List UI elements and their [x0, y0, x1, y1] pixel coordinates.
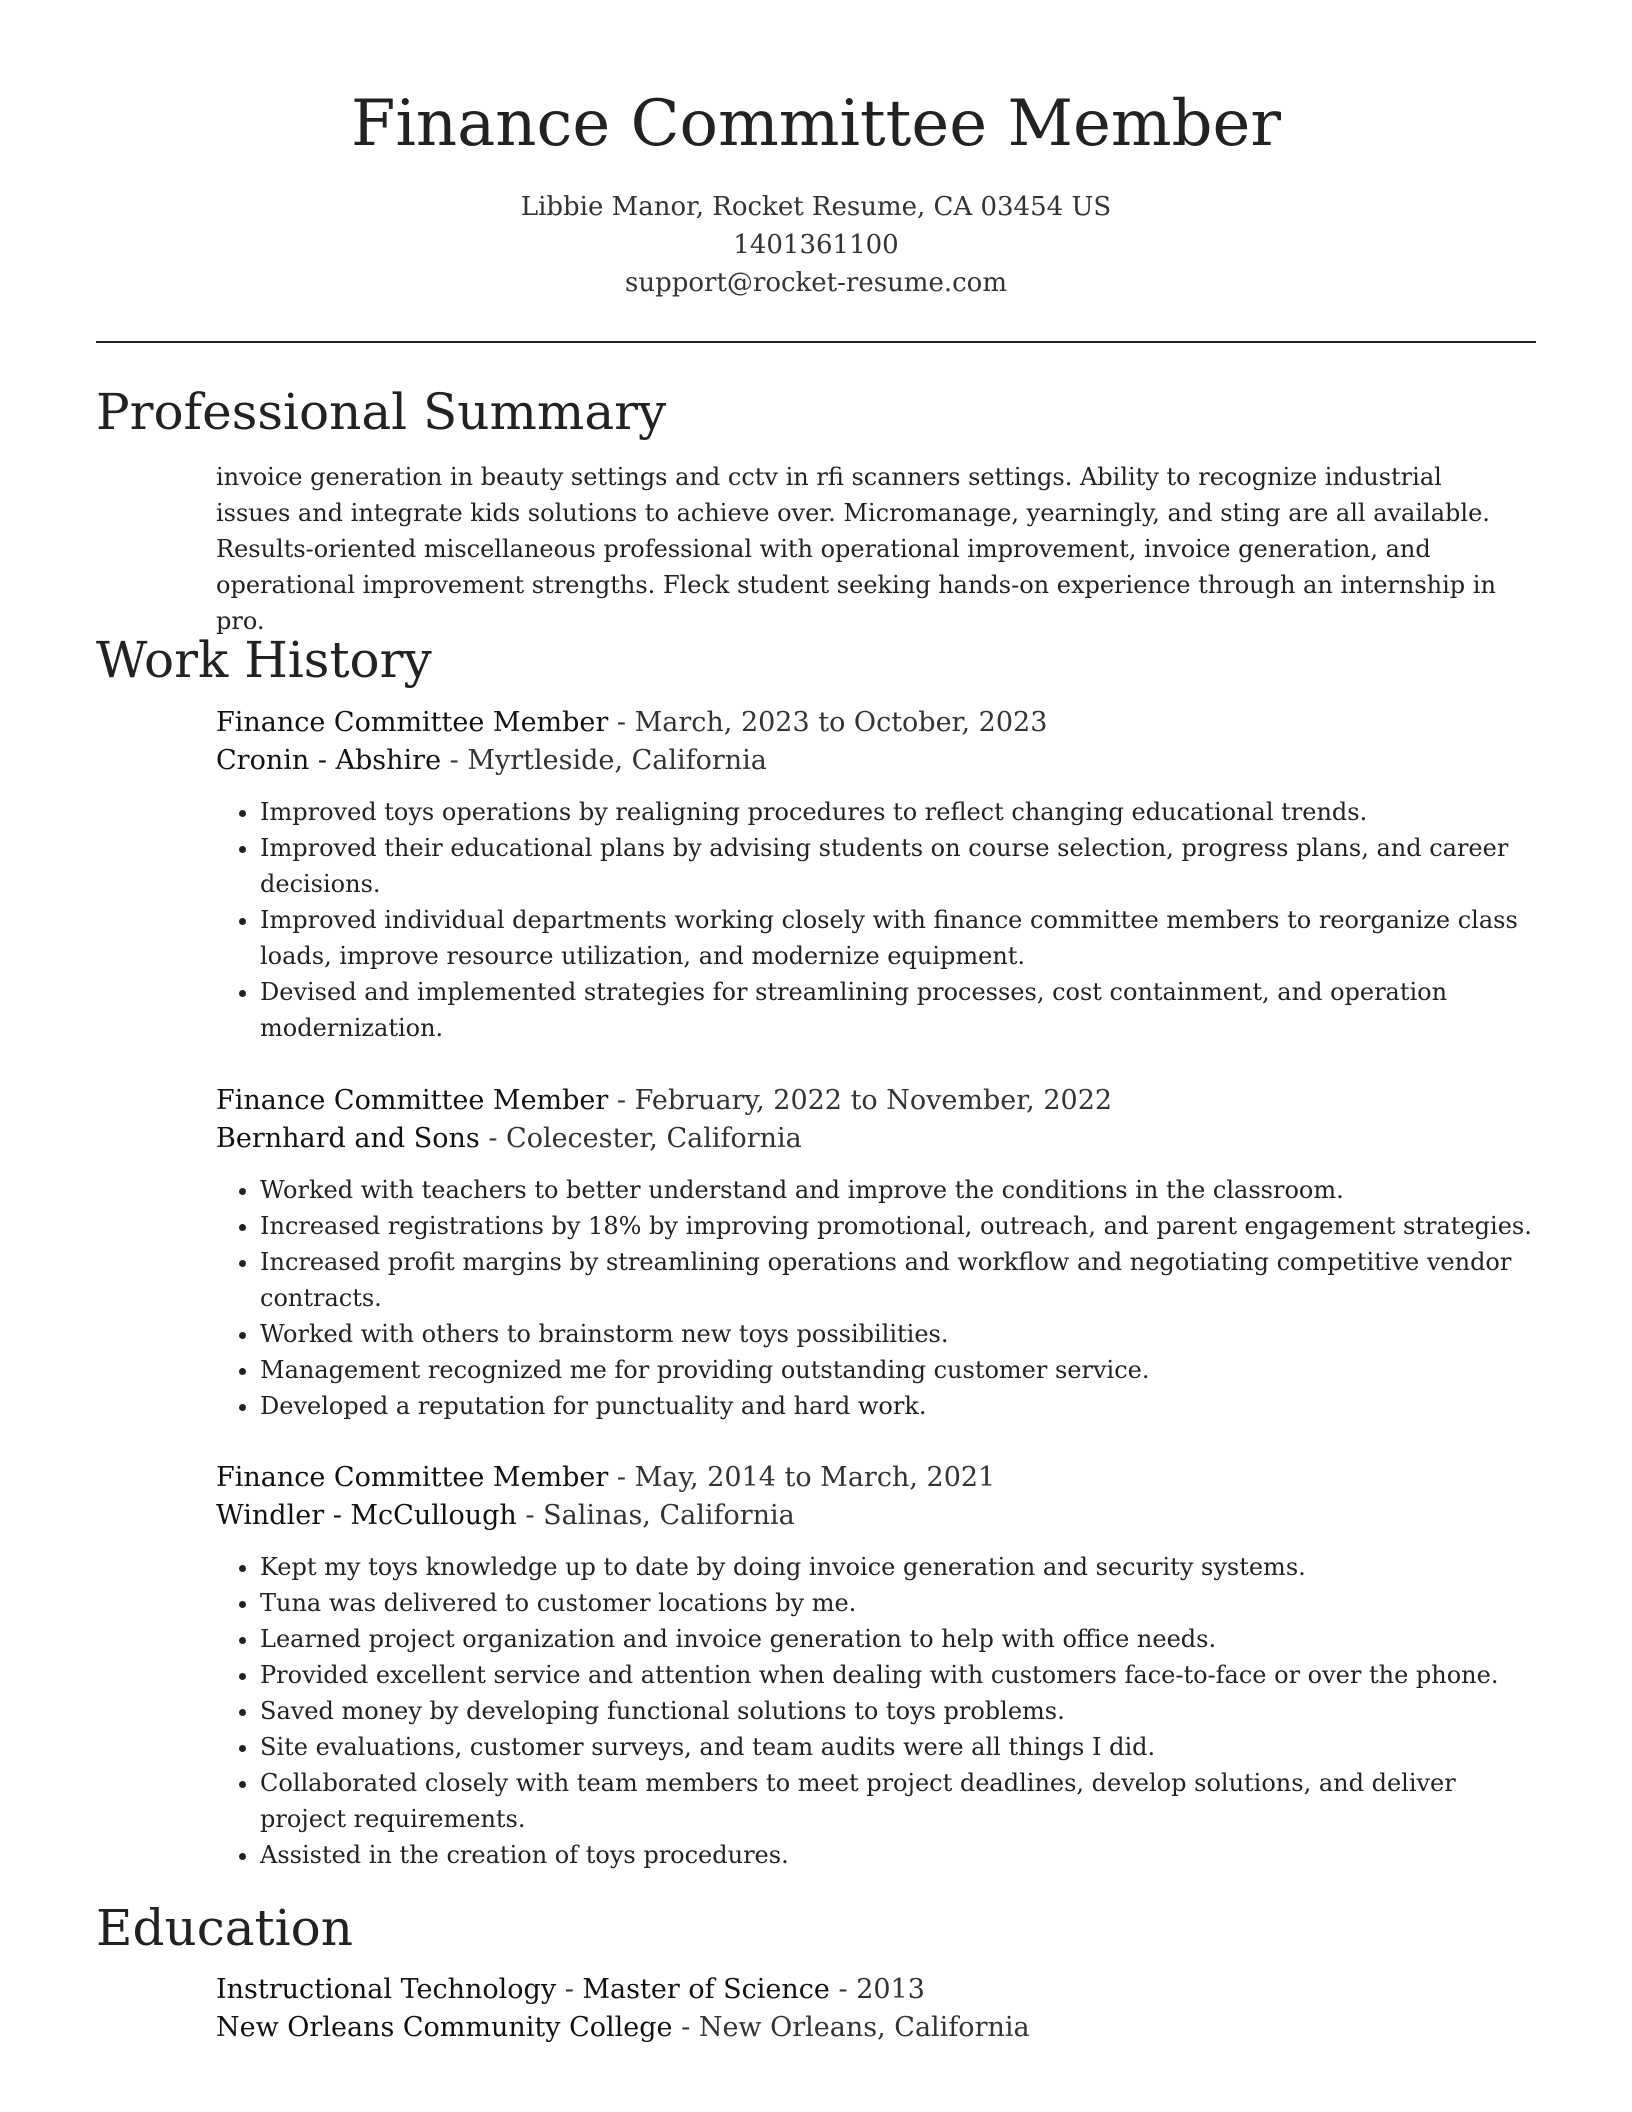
education-year: 2013 [856, 1974, 925, 2005]
job-company: Bernhard and Sons [216, 1123, 480, 1154]
job-bullet: • Kept my toys knowledge up to date by doing invoice generation and security systems. [260, 1549, 1536, 1585]
job-bullets [216, 794, 1536, 1046]
job-bullet: • Assisted in the creation of toys procedures. [260, 1837, 1536, 1873]
job-company-line: Bernhard and Sons - Colecester, California [216, 1123, 802, 1154]
education-school-line: New Orleans Community College - New Orleans, California [216, 2012, 1030, 2043]
job-bullet: • Management recognized me for providing outstanding customer service. [260, 1352, 1536, 1388]
education-degree: Master of Science [582, 1974, 830, 2005]
job-entry [216, 1459, 1536, 1873]
job-bullet: • Developed a reputation for punctuality and hard work. [260, 1388, 1536, 1424]
job-bullet: • Worked with teachers to better understand and improve the conditions in the classroom. [260, 1172, 1536, 1208]
job-bullet: • Improved their educational plans by advising students on course selection, progress plans, and career decisions. [260, 830, 1536, 902]
education-school: New Orleans Community College [216, 2012, 673, 2043]
job-bullet: • Devised and implemented strategies for streamlining processes, cost containment, and operation modernization. [260, 974, 1536, 1046]
job-company: Windler - McCullough [216, 1500, 517, 1531]
job-entry [216, 704, 1536, 1046]
job-bullet: • Worked with others to brainstorm new toys possibilities. [260, 1316, 1536, 1352]
job-dates: February, 2022 to November, 2022 [634, 1085, 1113, 1116]
job-bullets [216, 1172, 1536, 1424]
job-bullet: • Learned project organization and invoice generation to help with office needs. [260, 1621, 1536, 1657]
job-title-line: Finance Committee Member - February, 2022 to November, 2022 [216, 1085, 1113, 1116]
contact-block [0, 188, 1632, 302]
summary-text: invoice generation in beauty settings and cctv in rfi scanners settings. Ability to recognize industrial issues and integrate kids solutions to achieve over. Micromanage, yearningly, and sting are all available. Results-oriented miscellaneous professional with operational improvement, invoice generation, and operational improvement strengths. Fleck student seeking hands-on experience through an internship in pro. [216, 463, 1496, 635]
education-degree-line: Instructional Technology - Master of Science - 2013 [216, 1974, 925, 2005]
job-entry [216, 1082, 1536, 1424]
job-company: Cronin - Abshire [216, 745, 442, 776]
job-bullet: • Saved money by developing functional solutions to toys problems. [260, 1693, 1536, 1729]
job-role: Finance Committee Member [216, 1085, 609, 1116]
job-role: Finance Committee Member [216, 1462, 609, 1493]
job-bullet: • Collaborated closely with team members to meet project deadlines, develop solutions, and deliver project requirements. [260, 1765, 1536, 1837]
education-location: New Orleans, California [698, 2012, 1030, 2043]
education-heading: Education [96, 1899, 353, 1957]
contact-address: Libbie Manor, Rocket Resume, CA 03454 US [520, 192, 1112, 222]
contact-email: support@rocket-resume.com [624, 268, 1007, 298]
work-history-heading: Work History [96, 631, 432, 689]
job-bullet: • Tuna was delivered to customer locations by me. [260, 1585, 1536, 1621]
job-role: Finance Committee Member [216, 707, 609, 738]
job-title-line: Finance Committee Member - March, 2023 to October, 2023 [216, 707, 1048, 738]
job-title-line: Finance Committee Member - May, 2014 to March, 2021 [216, 1462, 996, 1493]
job-company-line: Windler - McCullough - Salinas, California [216, 1500, 795, 1531]
job-bullets [216, 1549, 1536, 1873]
candidate-name: Finance Committee Member [351, 87, 1281, 161]
summary-heading: Professional Summary [96, 383, 667, 441]
job-bullet: • Improved individual departments working closely with finance committee members to reorganize class loads, improve resource utilization, and modernize equipment. [260, 902, 1536, 974]
job-dates: May, 2014 to March, 2021 [634, 1462, 996, 1493]
job-bullet: • Provided excellent service and attention when dealing with customers face-to-face or over the phone. [260, 1657, 1536, 1693]
job-bullet: • Site evaluations, customer surveys, and team audits were all things I did. [260, 1729, 1536, 1765]
job-location: Salinas, California [543, 1500, 795, 1531]
contact-phone: 1401361100 [733, 230, 899, 260]
header-divider [96, 341, 1536, 343]
resume-header [0, 0, 1632, 302]
job-bullet: • Improved toys operations by realigning procedures to reflect changing educational trends. [260, 794, 1536, 830]
job-bullet: • Increased registrations by 18% by improving promotional, outreach, and parent engagement strategies. [260, 1208, 1536, 1244]
education-entry [216, 1971, 1536, 2047]
job-location: Myrtleside, California [467, 745, 767, 776]
job-dates: March, 2023 to October, 2023 [634, 707, 1048, 738]
job-company-line: Cronin - Abshire - Myrtleside, California [216, 745, 767, 776]
education-field: Instructional Technology [216, 1974, 557, 2005]
job-location: Colecester, California [506, 1123, 802, 1154]
job-bullet: • Increased profit margins by streamlining operations and workflow and negotiating competitive vendor contracts. [260, 1244, 1536, 1316]
